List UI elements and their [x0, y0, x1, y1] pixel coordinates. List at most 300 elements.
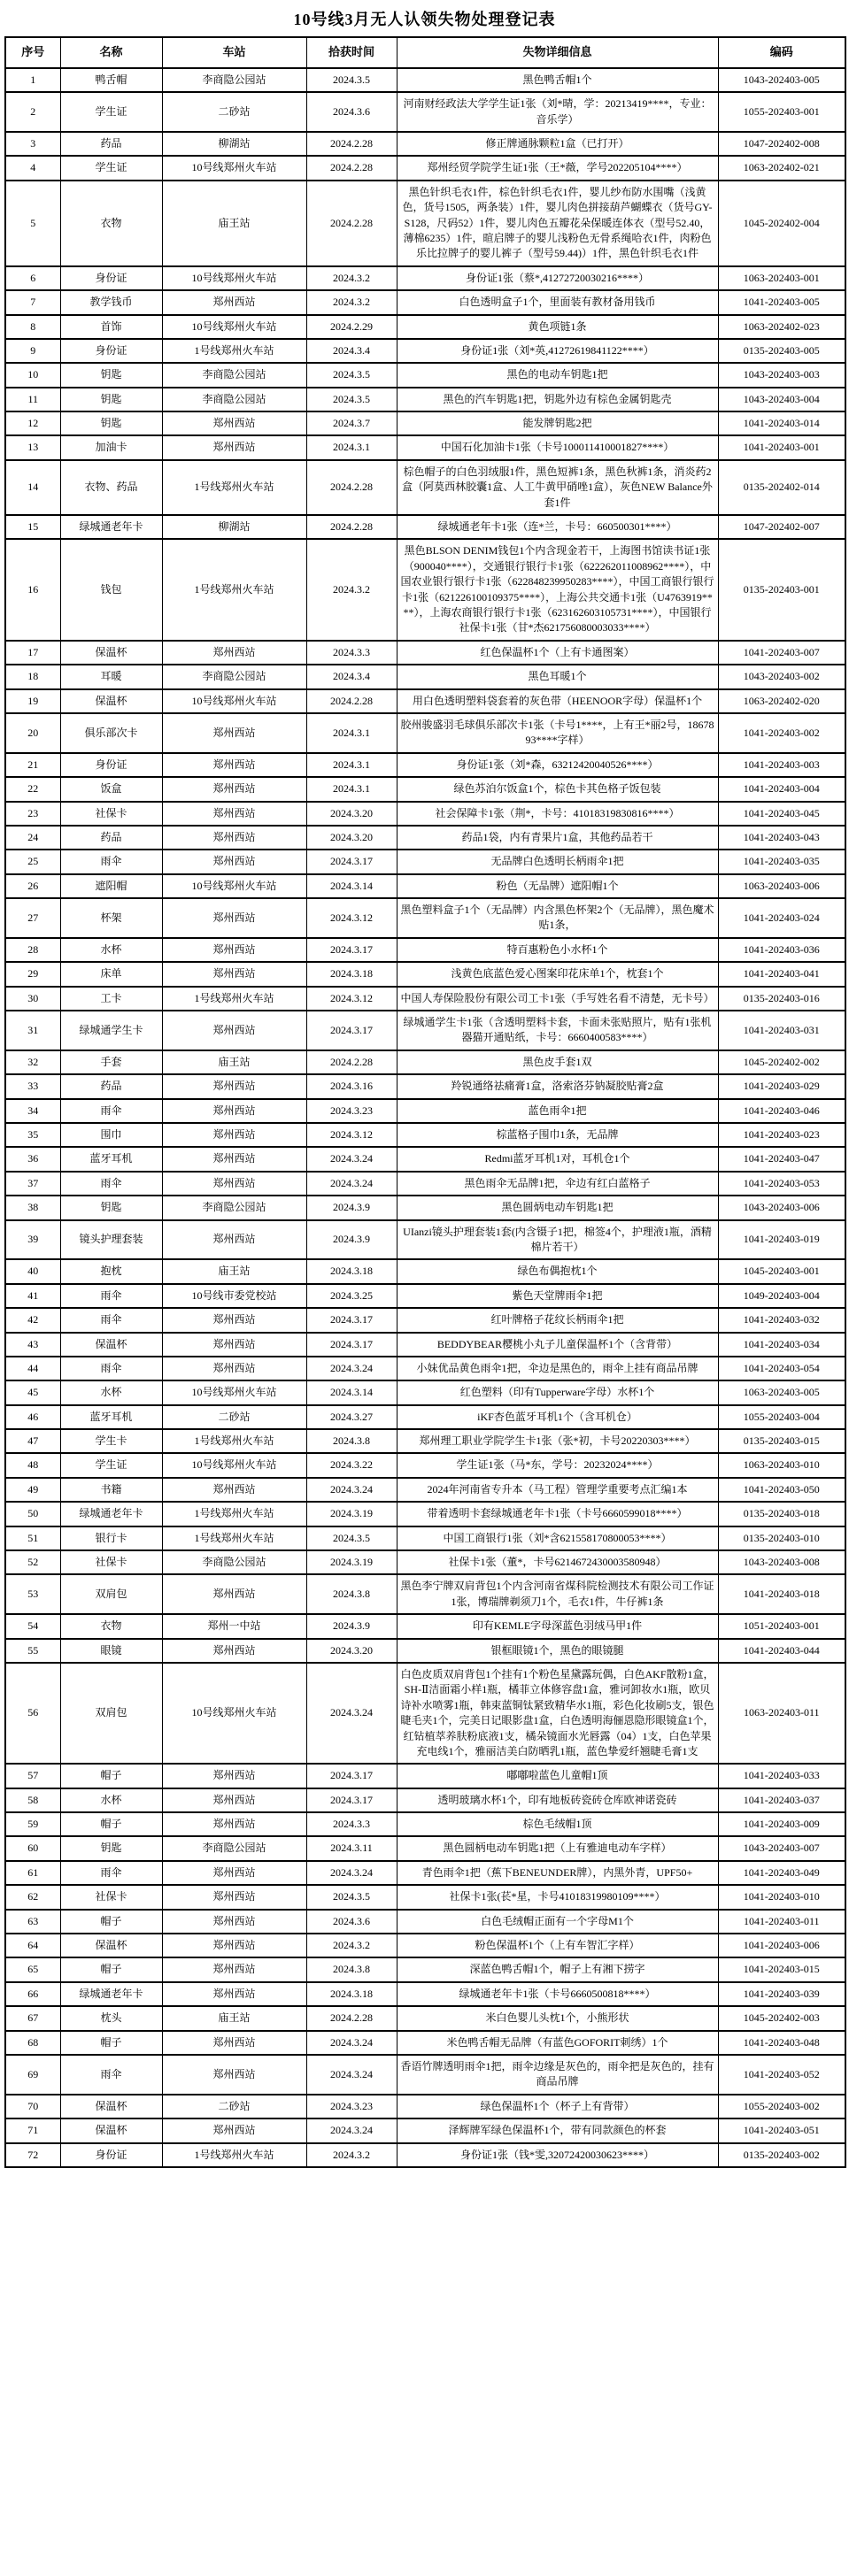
cell-pickup-time: 2024.3.17: [306, 1788, 397, 1812]
cell-pickup-time: 2024.3.4: [306, 665, 397, 688]
cell-serial-number: 38: [5, 1196, 60, 1219]
cell-serial-number: 68: [5, 2031, 60, 2055]
cell-pickup-time: 2024.3.24: [306, 1663, 397, 1764]
cell-station: 庙王站: [162, 181, 306, 266]
cell-pickup-time: 2024.3.20: [306, 1639, 397, 1663]
cell-serial-number: 49: [5, 1478, 60, 1502]
cell-station: 郑州西站: [162, 1982, 306, 2006]
table-row: [5, 1405, 845, 1429]
cell-code: 0135-202403-002: [718, 2143, 845, 2167]
cell-item-name: 帽子: [60, 1764, 162, 1788]
cell-station: 1号线郑州火车站: [162, 1526, 306, 1550]
cell-station: 郑州西站: [162, 1123, 306, 1147]
cell-station: 郑州西站: [162, 1011, 306, 1050]
cell-pickup-time: 2024.3.11: [306, 1836, 397, 1860]
cell-pickup-time: 2024.3.5: [306, 1526, 397, 1550]
table-row: [5, 1453, 845, 1477]
cell-item-details: 红叶牌格子花纹长柄雨伞1把: [397, 1308, 718, 1332]
table-row: [5, 1614, 845, 1638]
cell-serial-number: 16: [5, 539, 60, 640]
table-row: [5, 539, 845, 640]
cell-serial-number: 7: [5, 290, 60, 314]
cell-pickup-time: 2024.3.2: [306, 2143, 397, 2167]
cell-station: 10号线郑州火车站: [162, 266, 306, 290]
cell-item-name: 首饰: [60, 315, 162, 339]
cell-item-name: 学生卡: [60, 1429, 162, 1453]
cell-item-details: 胶州骏盛羽毛球俱乐部次卡1张（卡号1****，上有王*丽2号，1867893****字样）: [397, 713, 718, 753]
cell-item-name: 雨伞: [60, 1357, 162, 1380]
cell-code: 1041-202403-036: [718, 938, 845, 962]
cell-item-details: 郑州经贸学院学生证1张（王*薇，学号202205104****）: [397, 156, 718, 180]
cell-item-details: 黑色耳暖1个: [397, 665, 718, 688]
cell-item-details: 中国人寿保险股份有限公司工卡1张（手写姓名看不清楚，无卡号）: [397, 987, 718, 1011]
cell-serial-number: 17: [5, 641, 60, 665]
cell-code: 1041-202403-023: [718, 1123, 845, 1147]
cell-item-name: 床单: [60, 962, 162, 986]
table-row: [5, 411, 845, 435]
cell-item-name: 银行卡: [60, 1526, 162, 1550]
cell-item-details: 黑色塑料盒子1个（无品牌）内含黑色杯架2个（无品牌），黑色魔术贴1条，: [397, 898, 718, 938]
cell-item-name: 雨伞: [60, 850, 162, 873]
cell-serial-number: 28: [5, 938, 60, 962]
header-serial-number: 序号: [5, 37, 60, 68]
cell-code: 1041-202403-018: [718, 1574, 845, 1614]
cell-item-name: 药品: [60, 132, 162, 156]
cell-station: 郑州西站: [162, 1812, 306, 1836]
cell-serial-number: 54: [5, 1614, 60, 1638]
cell-pickup-time: 2024.3.23: [306, 2095, 397, 2118]
cell-pickup-time: 2024.3.1: [306, 753, 397, 777]
cell-code: 1041-202403-044: [718, 1639, 845, 1663]
cell-item-details: 黑色针织毛衣1件，棕色针织毛衣1件，婴儿纱布防水围嘴（浅黄色，货号1505，两条装）1件，婴儿肉色拼接葫芦蝴蝶衣（货号GY-S128，尺码52）1件，婴儿肉色五瓣花朵保暖连体衣（型号52.40，薄棉6235）1件，暄启牌子的婴儿浅粉色无骨系绳哈衣1件，肉粉色乐比拉牌子的婴儿裤子（型号59.44)）1件，黑色针织毛衣1件: [397, 181, 718, 266]
cell-station: 郑州西站: [162, 411, 306, 435]
cell-pickup-time: 2024.3.6: [306, 92, 397, 132]
cell-pickup-time: 2024.2.28: [306, 689, 397, 713]
cell-code: 1043-202403-002: [718, 665, 845, 688]
cell-station: 1号线郑州火车站: [162, 987, 306, 1011]
table-row: [5, 1663, 845, 1764]
cell-item-details: 黑色的电动车钥匙1把: [397, 363, 718, 387]
cell-item-name: 社保卡: [60, 1550, 162, 1574]
cell-code: 1045-202402-003: [718, 2006, 845, 2030]
cell-item-details: 社保卡1张(苌*星，卡号41018319980109****）: [397, 1885, 718, 1909]
cell-pickup-time: 2024.3.9: [306, 1196, 397, 1219]
header-code: 编码: [718, 37, 845, 68]
table-row: [5, 1764, 845, 1788]
cell-code: 1041-202403-035: [718, 850, 845, 873]
table-row: [5, 753, 845, 777]
cell-code: 1041-202403-037: [718, 1788, 845, 1812]
cell-serial-number: 21: [5, 753, 60, 777]
cell-item-details: 中国工商银行1张（刘*含621558170800053****）: [397, 1526, 718, 1550]
cell-pickup-time: 2024.3.17: [306, 1764, 397, 1788]
table-row: [5, 1123, 845, 1147]
cell-item-details: 绿城通老年卡1张（连*兰，卡号：660500301****）: [397, 515, 718, 539]
table-body: [5, 68, 845, 2167]
table-row: [5, 1284, 845, 1308]
table-header: [5, 37, 845, 68]
cell-item-name: 手套: [60, 1050, 162, 1074]
cell-item-name: 雨伞: [60, 1172, 162, 1196]
cell-code: 1041-202403-052: [718, 2055, 845, 2095]
table-row: [5, 665, 845, 688]
cell-item-details: 黑色鸭舌帽1个: [397, 68, 718, 92]
table-row: [5, 1147, 845, 1171]
cell-code: 1041-202403-001: [718, 435, 845, 459]
cell-pickup-time: 2024.3.12: [306, 1123, 397, 1147]
cell-code: 1041-202403-048: [718, 2031, 845, 2055]
cell-code: 1041-202403-029: [718, 1074, 845, 1098]
cell-pickup-time: 2024.3.22: [306, 1453, 397, 1477]
cell-code: 1043-202403-004: [718, 388, 845, 411]
cell-code: 1041-202403-039: [718, 1982, 845, 2006]
cell-serial-number: 53: [5, 1574, 60, 1614]
cell-code: 0135-202403-005: [718, 339, 845, 363]
cell-item-details: 透明玻璃水杯1个，印有地板砖瓷砖仓库欧神诺瓷砖: [397, 1788, 718, 1812]
cell-station: 二砂站: [162, 92, 306, 132]
cell-pickup-time: 2024.3.1: [306, 777, 397, 801]
cell-station: 郑州西站: [162, 826, 306, 850]
cell-code: 0135-202403-015: [718, 1429, 845, 1453]
cell-serial-number: 40: [5, 1259, 60, 1283]
cell-item-details: 无品牌白色透明长柄雨伞1把: [397, 850, 718, 873]
cell-station: 10号线郑州火车站: [162, 315, 306, 339]
cell-item-name: 钥匙: [60, 411, 162, 435]
table-row: [5, 1861, 845, 1885]
cell-code: 1041-202403-047: [718, 1147, 845, 1171]
table-row: [5, 826, 845, 850]
cell-station: 郑州西站: [162, 898, 306, 938]
table-row: [5, 315, 845, 339]
cell-pickup-time: 2024.2.28: [306, 1050, 397, 1074]
cell-code: 1051-202403-001: [718, 1614, 845, 1638]
cell-item-name: 绿城通学生卡: [60, 1011, 162, 1050]
cell-item-details: 白色透明盒子1个，里面装有教材备用钱币: [397, 290, 718, 314]
cell-item-details: 带着透明卡套绿城通老年卡1张（卡号6660599018****）: [397, 1502, 718, 1526]
cell-item-name: 保温杯: [60, 689, 162, 713]
table-row: [5, 435, 845, 459]
cell-code: 1041-202403-002: [718, 713, 845, 753]
cell-code: 1041-202403-003: [718, 753, 845, 777]
cell-item-details: 河南财经政法大学学生证1张（刘*晴，学：20213419****，专业：音乐学）: [397, 92, 718, 132]
cell-pickup-time: 2024.3.6: [306, 1910, 397, 1934]
cell-code: 1047-202402-008: [718, 132, 845, 156]
cell-station: 李商隐公园站: [162, 388, 306, 411]
table-row: [5, 1574, 845, 1614]
table-row: [5, 515, 845, 539]
page-title: 10号线3月无人认领失物处理登记表: [293, 11, 556, 28]
cell-item-name: 药品: [60, 826, 162, 850]
cell-pickup-time: 2024.3.5: [306, 68, 397, 92]
cell-item-details: 小妹优品黄色雨伞1把，伞边是黑色的，雨伞上挂有商品吊牌: [397, 1357, 718, 1380]
table-row: [5, 2118, 845, 2142]
cell-serial-number: 70: [5, 2095, 60, 2118]
cell-station: 10号线郑州火车站: [162, 874, 306, 898]
cell-item-details: 银框眼镜1个，黑色的眼镜腿: [397, 1639, 718, 1663]
cell-serial-number: 6: [5, 266, 60, 290]
cell-station: 郑州西站: [162, 1639, 306, 1663]
table-row: [5, 850, 845, 873]
cell-item-name: 身份证: [60, 339, 162, 363]
cell-code: 1055-202403-002: [718, 2095, 845, 2118]
cell-serial-number: 32: [5, 1050, 60, 1074]
cell-pickup-time: 2024.3.3: [306, 641, 397, 665]
cell-item-details: 黑色的汽车钥匙1把，钥匙外边有棕色金属钥匙壳: [397, 388, 718, 411]
cell-station: 李商隐公园站: [162, 665, 306, 688]
cell-serial-number: 20: [5, 713, 60, 753]
cell-item-name: 社保卡: [60, 1885, 162, 1909]
cell-pickup-time: 2024.3.20: [306, 802, 397, 826]
table-row: [5, 92, 845, 132]
cell-station: 郑州西站: [162, 1764, 306, 1788]
table-row: [5, 938, 845, 962]
cell-pickup-time: 2024.3.24: [306, 1172, 397, 1196]
table-row: [5, 68, 845, 92]
cell-pickup-time: 2024.3.1: [306, 713, 397, 753]
cell-item-name: 衣物: [60, 1614, 162, 1638]
cell-pickup-time: 2024.3.8: [306, 1574, 397, 1614]
cell-item-name: 绿城通老年卡: [60, 515, 162, 539]
cell-pickup-time: 2024.3.24: [306, 1357, 397, 1380]
table-row: [5, 1836, 845, 1860]
cell-serial-number: 35: [5, 1123, 60, 1147]
header-pickup-time: 拾获时间: [306, 37, 397, 68]
cell-code: 0135-202403-001: [718, 539, 845, 640]
cell-station: 郑州西站: [162, 753, 306, 777]
cell-pickup-time: 2024.3.9: [306, 1614, 397, 1638]
cell-serial-number: 45: [5, 1380, 60, 1404]
cell-serial-number: 22: [5, 777, 60, 801]
cell-item-details: 白色毛绒帽正面有一个字母M1个: [397, 1910, 718, 1934]
cell-item-name: 围巾: [60, 1123, 162, 1147]
table-row: [5, 713, 845, 753]
cell-code: 1041-202403-049: [718, 1861, 845, 1885]
cell-station: 郑州西站: [162, 2118, 306, 2142]
cell-serial-number: 52: [5, 1550, 60, 1574]
table-row: [5, 1429, 845, 1453]
cell-serial-number: 51: [5, 1526, 60, 1550]
cell-serial-number: 42: [5, 1308, 60, 1332]
cell-item-details: 郑州理工职业学院学生卡1张（张*初，卡号20220303****）: [397, 1429, 718, 1453]
cell-item-name: 绿城通老年卡: [60, 1502, 162, 1526]
table-row: [5, 1308, 845, 1332]
cell-code: 1041-202403-015: [718, 1957, 845, 1981]
cell-station: 郑州西站: [162, 1074, 306, 1098]
cell-serial-number: 56: [5, 1663, 60, 1764]
cell-station: 10号线郑州火车站: [162, 1380, 306, 1404]
table-row: [5, 1099, 845, 1123]
cell-item-name: 双肩包: [60, 1663, 162, 1764]
cell-station: 庙王站: [162, 2006, 306, 2030]
cell-station: 郑州西站: [162, 1934, 306, 1957]
table-row: [5, 2006, 845, 2030]
cell-pickup-time: 2024.3.24: [306, 2055, 397, 2095]
cell-item-name: 保温杯: [60, 641, 162, 665]
cell-item-name: 蓝牙耳机: [60, 1147, 162, 1171]
cell-code: 1063-202403-010: [718, 1453, 845, 1477]
cell-item-details: Redmi蓝牙耳机1对，耳机仓1个: [397, 1147, 718, 1171]
cell-item-details: 嘟嘟啦蓝色儿童帽1顶: [397, 1764, 718, 1788]
cell-code: 1043-202403-003: [718, 363, 845, 387]
cell-station: 郑州西站: [162, 1147, 306, 1171]
cell-pickup-time: 2024.3.9: [306, 1220, 397, 1260]
cell-item-details: 学生证1张（马*东，学号：20232024****）: [397, 1453, 718, 1477]
table-row: [5, 1050, 845, 1074]
cell-item-details: 绿色布偶抱枕1个: [397, 1259, 718, 1283]
cell-item-details: 黄色项链1条: [397, 315, 718, 339]
cell-item-details: 能发牌钥匙2把: [397, 411, 718, 435]
cell-item-name: 耳暖: [60, 665, 162, 688]
table-row: [5, 1934, 845, 1957]
cell-pickup-time: 2024.3.17: [306, 1333, 397, 1357]
cell-pickup-time: 2024.3.16: [306, 1074, 397, 1098]
cell-pickup-time: 2024.2.28: [306, 156, 397, 180]
table-row: [5, 1196, 845, 1219]
cell-item-details: 用白色透明塑料袋套着的灰色带（HEENOOR字母）保温杯1个: [397, 689, 718, 713]
cell-pickup-time: 2024.3.5: [306, 1885, 397, 1909]
cell-code: 1041-202403-043: [718, 826, 845, 850]
cell-item-name: 遮阳帽: [60, 874, 162, 898]
cell-pickup-time: 2024.3.23: [306, 1099, 397, 1123]
cell-station: 李商隐公园站: [162, 68, 306, 92]
cell-item-details: 棕色毛绒帽1顶: [397, 1812, 718, 1836]
cell-item-details: 身份证1张（刘*森，63212420040526****）: [397, 753, 718, 777]
cell-code: 1041-202403-045: [718, 802, 845, 826]
cell-pickup-time: 2024.3.18: [306, 962, 397, 986]
cell-item-name: 身份证: [60, 266, 162, 290]
cell-pickup-time: 2024.3.5: [306, 388, 397, 411]
cell-item-details: 社会保障卡1张（荆*，卡号：41018319830816****）: [397, 802, 718, 826]
cell-station: 郑州西站: [162, 1788, 306, 1812]
cell-item-details: 2024年河南省专升本（马工程）管理学重要考点汇编1本: [397, 1478, 718, 1502]
table-row: [5, 181, 845, 266]
cell-item-name: 加油卡: [60, 435, 162, 459]
cell-item-details: 黑色皮手套1双: [397, 1050, 718, 1074]
cell-serial-number: 47: [5, 1429, 60, 1453]
cell-code: 1041-202403-024: [718, 898, 845, 938]
cell-code: 1063-202402-020: [718, 689, 845, 713]
cell-code: 1041-202403-051: [718, 2118, 845, 2142]
cell-code: 1041-202403-005: [718, 290, 845, 314]
cell-serial-number: 57: [5, 1764, 60, 1788]
cell-serial-number: 5: [5, 181, 60, 266]
cell-serial-number: 34: [5, 1099, 60, 1123]
cell-serial-number: 29: [5, 962, 60, 986]
cell-serial-number: 24: [5, 826, 60, 850]
cell-code: 1045-202402-002: [718, 1050, 845, 1074]
cell-item-name: 身份证: [60, 2143, 162, 2167]
cell-station: 10号线市委党校站: [162, 1284, 306, 1308]
cell-pickup-time: 2024.3.18: [306, 1259, 397, 1283]
table-row: [5, 1220, 845, 1260]
cell-code: 1063-202403-001: [718, 266, 845, 290]
cell-code: 1041-202403-004: [718, 777, 845, 801]
cell-item-details: iKF杏色蓝牙耳机1个（含耳机仓）: [397, 1405, 718, 1429]
cell-serial-number: 12: [5, 411, 60, 435]
cell-serial-number: 19: [5, 689, 60, 713]
cell-item-details: 印有KEMLE字母深蓝色羽绒马甲1件: [397, 1614, 718, 1638]
cell-station: 郑州西站: [162, 713, 306, 753]
cell-serial-number: 46: [5, 1405, 60, 1429]
cell-code: 1041-202403-054: [718, 1357, 845, 1380]
cell-item-details: 药品1袋，内有青果片1盒，其他药品若干: [397, 826, 718, 850]
cell-pickup-time: 2024.3.1: [306, 435, 397, 459]
table-row: [5, 1788, 845, 1812]
cell-pickup-time: 2024.3.2: [306, 266, 397, 290]
cell-pickup-time: 2024.3.14: [306, 1380, 397, 1404]
cell-serial-number: 59: [5, 1812, 60, 1836]
table-row: [5, 802, 845, 826]
cell-code: 1041-202403-019: [718, 1220, 845, 1260]
table-row: [5, 1910, 845, 1934]
table-row: [5, 987, 845, 1011]
cell-item-name: 雨伞: [60, 1308, 162, 1332]
cell-item-details: 浅黄色底蓝色爱心图案印花床单1个，枕套1个: [397, 962, 718, 986]
cell-serial-number: 33: [5, 1074, 60, 1098]
table-row: [5, 1526, 845, 1550]
cell-serial-number: 30: [5, 987, 60, 1011]
cell-item-details: 深蓝色鸭舌帽1个，帽子上有湘下捞字: [397, 1957, 718, 1981]
cell-code: 1043-202403-006: [718, 1196, 845, 1219]
cell-station: 郑州西站: [162, 1574, 306, 1614]
cell-station: 郑州西站: [162, 2031, 306, 2055]
cell-serial-number: 43: [5, 1333, 60, 1357]
table-row: [5, 2031, 845, 2055]
cell-item-details: 白色皮质双肩背包1个挂有1个粉色星黛露玩偶，白色AKF散粉1盒，SH-Ⅱ洁面霜小样1瓶，橘菲立体修容盘1盒，雅诃卸妆水1瓶，欧贝诗补水喷雾1瓶，韩束蓝铜钛紧致精华水1瓶，彩色化妆刷5支，银色睫毛夹1个，完美日记眼影盘1盒，白色透明海俪恩隐形眼镜盒1个，红钻植萃养肤粉底液1支，橘朵镜面水光唇露（04）1支，白色苹果充电线1个，雅丽洁美白防晒乳1瓶，蓝色挚爱纤翘睫毛膏1支: [397, 1663, 718, 1764]
table-row: [5, 290, 845, 314]
cell-code: 1041-202403-046: [718, 1099, 845, 1123]
cell-code: 1043-202403-007: [718, 1836, 845, 1860]
table-row: [5, 1011, 845, 1050]
cell-item-details: 青色雨伞1把（蕉下BENEUNDER牌），内黑外青，UPF50+: [397, 1861, 718, 1885]
cell-item-details: 绿色苏泊尔饭盒1个，棕色卡其色格子饭包装: [397, 777, 718, 801]
cell-item-name: 雨伞: [60, 1861, 162, 1885]
cell-code: 1063-202402-021: [718, 156, 845, 180]
cell-station: 1号线郑州火车站: [162, 1502, 306, 1526]
cell-serial-number: 67: [5, 2006, 60, 2030]
cell-serial-number: 10: [5, 363, 60, 387]
cell-item-name: 社保卡: [60, 802, 162, 826]
cell-station: 郑州西站: [162, 777, 306, 801]
table-row: [5, 1812, 845, 1836]
cell-serial-number: 15: [5, 515, 60, 539]
cell-item-name: 水杯: [60, 938, 162, 962]
table-row: [5, 460, 845, 515]
cell-station: 10号线郑州火车站: [162, 156, 306, 180]
header-item-details: 失物详细信息: [397, 37, 718, 68]
cell-serial-number: 44: [5, 1357, 60, 1380]
cell-item-details: 特百惠粉色小水杯1个: [397, 938, 718, 962]
cell-pickup-time: 2024.3.8: [306, 1429, 397, 1453]
cell-serial-number: 48: [5, 1453, 60, 1477]
cell-code: 1041-202403-007: [718, 641, 845, 665]
table-row: [5, 641, 845, 665]
cell-item-name: 钥匙: [60, 388, 162, 411]
cell-serial-number: 11: [5, 388, 60, 411]
cell-serial-number: 61: [5, 1861, 60, 1885]
cell-pickup-time: 2024.3.8: [306, 1957, 397, 1981]
cell-serial-number: 14: [5, 460, 60, 515]
cell-item-details: 香语竹牌透明雨伞1把，雨伞边缘是灰色的，雨伞把是灰色的，挂有商品吊牌: [397, 2055, 718, 2095]
cell-pickup-time: 2024.3.14: [306, 874, 397, 898]
cell-item-name: 药品: [60, 1074, 162, 1098]
cell-code: 0135-202403-010: [718, 1526, 845, 1550]
cell-pickup-time: 2024.2.28: [306, 515, 397, 539]
cell-pickup-time: 2024.3.24: [306, 1861, 397, 1885]
table-row: [5, 1502, 845, 1526]
cell-station: 1号线郑州火车站: [162, 460, 306, 515]
cell-code: 1055-202403-004: [718, 1405, 845, 1429]
